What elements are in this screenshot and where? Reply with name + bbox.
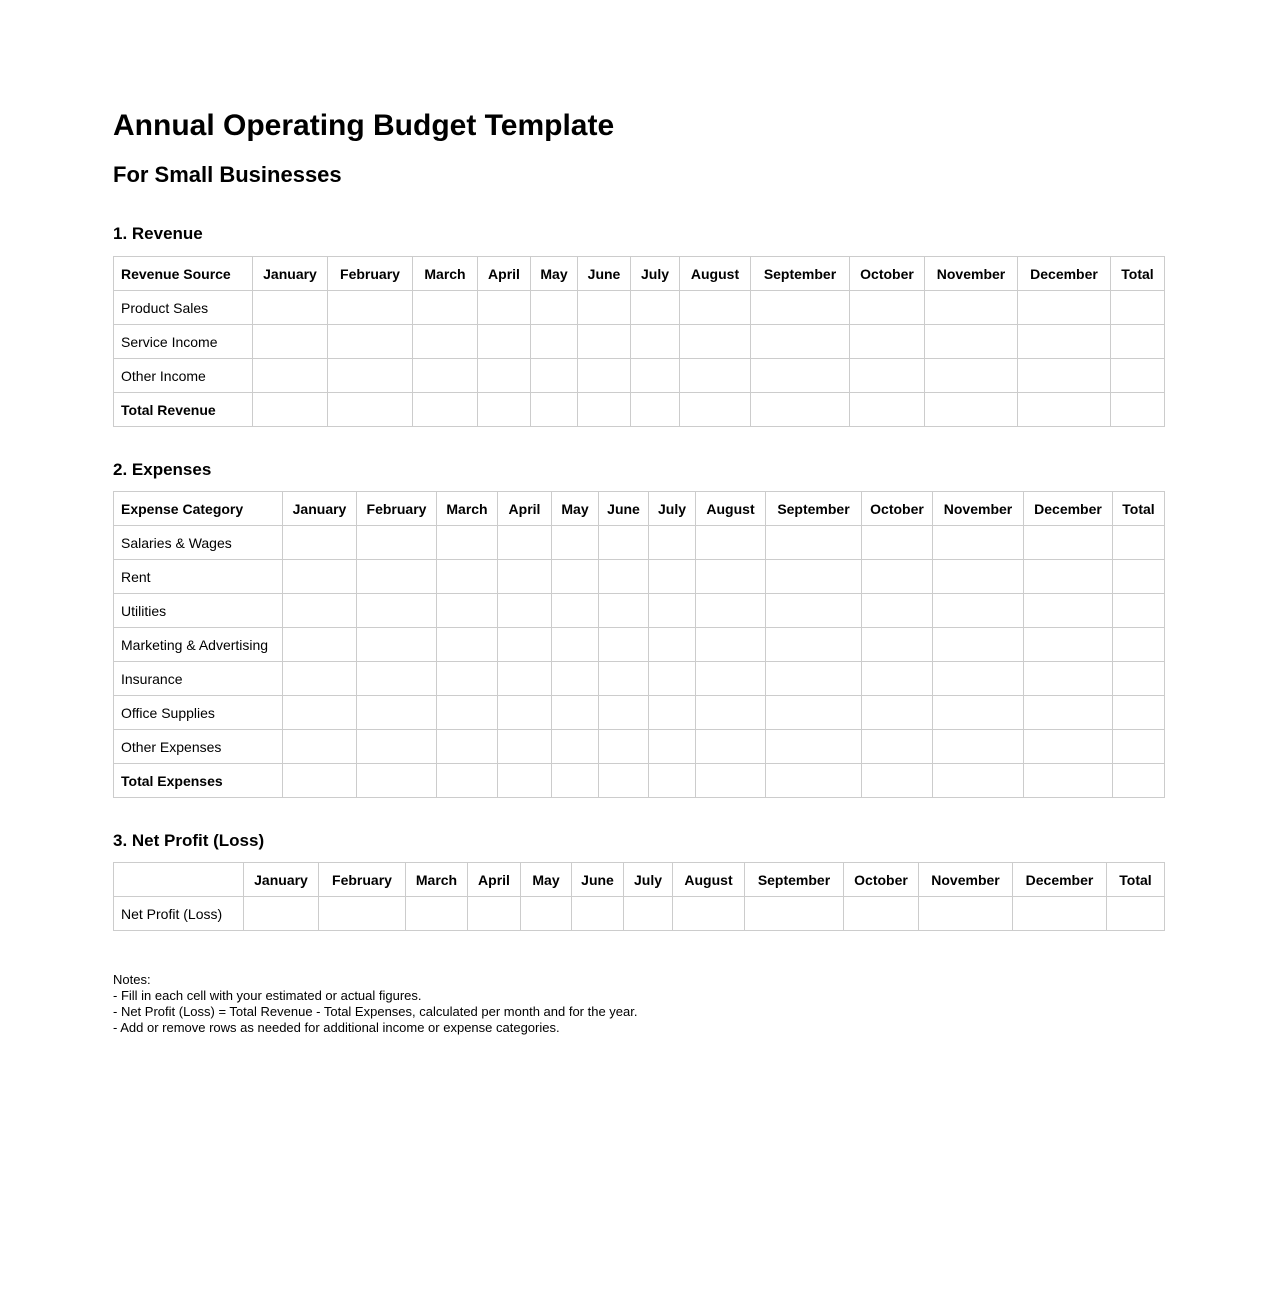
month-header-july: July (649, 492, 696, 526)
budget-cell[interactable] (680, 291, 751, 325)
budget-cell[interactable] (631, 359, 680, 393)
month-header-september: September (745, 863, 844, 897)
budget-cell[interactable] (468, 897, 521, 931)
budget-cell[interactable] (406, 897, 468, 931)
revenue-table (113, 256, 1165, 427)
budget-cell[interactable] (1111, 291, 1165, 325)
budget-cell[interactable] (437, 560, 498, 594)
budget-cell[interactable] (531, 325, 578, 359)
budget-cell[interactable] (1107, 897, 1165, 931)
budget-cell[interactable] (552, 560, 599, 594)
budget-cell[interactable] (437, 526, 498, 560)
table-row-total-revenue (114, 393, 1165, 427)
row-label-insurance: Insurance (114, 662, 283, 696)
budget-cell[interactable] (599, 594, 649, 628)
row-label-salaries-wages: Salaries & Wages (114, 526, 283, 560)
table-row-rent (114, 560, 1165, 594)
budget-cell[interactable] (357, 628, 437, 662)
budget-cell[interactable] (862, 662, 933, 696)
budget-cell[interactable] (850, 359, 925, 393)
row-label-rent: Rent (114, 560, 283, 594)
month-header-october: October (862, 492, 933, 526)
budget-cell[interactable] (862, 764, 933, 798)
budget-cell[interactable] (552, 526, 599, 560)
budget-cell[interactable] (357, 764, 437, 798)
budget-cell[interactable] (531, 393, 578, 427)
budget-cell[interactable] (437, 764, 498, 798)
budget-cell[interactable] (357, 594, 437, 628)
budget-cell[interactable] (498, 560, 552, 594)
budget-cell[interactable] (745, 897, 844, 931)
budget-cell[interactable] (283, 628, 357, 662)
budget-cell[interactable] (1018, 291, 1111, 325)
table-row-net-profit (114, 897, 1165, 931)
month-header-april: April (498, 492, 552, 526)
budget-cell[interactable] (1013, 897, 1107, 931)
budget-cell[interactable] (283, 526, 357, 560)
budget-cell[interactable] (751, 291, 850, 325)
table-row-marketing-advertising (114, 628, 1165, 662)
expenses-table (113, 491, 1165, 798)
budget-cell[interactable] (319, 897, 406, 931)
budget-cell[interactable] (498, 764, 552, 798)
budget-cell[interactable] (649, 560, 696, 594)
budget-cell[interactable] (552, 662, 599, 696)
month-header-october: October (850, 257, 925, 291)
budget-cell[interactable] (478, 393, 531, 427)
budget-cell[interactable] (498, 594, 552, 628)
section-heading-net-profit: 3. Net Profit (Loss) (113, 831, 265, 850)
budget-cell[interactable] (696, 730, 766, 764)
budget-cell[interactable] (766, 730, 862, 764)
budget-cell[interactable] (1113, 628, 1165, 662)
row-label-utilities: Utilities (114, 594, 283, 628)
budget-cell[interactable] (253, 291, 328, 325)
budget-cell[interactable] (478, 291, 531, 325)
section-heading-expenses: 2. Expenses (113, 460, 212, 479)
budget-cell[interactable] (599, 628, 649, 662)
month-header-september: September (751, 257, 850, 291)
budget-cell[interactable] (696, 628, 766, 662)
budget-cell[interactable] (552, 730, 599, 764)
budget-cell[interactable] (862, 526, 933, 560)
budget-cell[interactable] (1024, 594, 1113, 628)
month-header-november: November (925, 257, 1018, 291)
budget-cell[interactable] (498, 696, 552, 730)
budget-cell[interactable] (649, 594, 696, 628)
budget-cell[interactable] (244, 897, 319, 931)
budget-cell[interactable] (933, 662, 1024, 696)
month-header-july: July (624, 863, 673, 897)
budget-cell[interactable] (1111, 359, 1165, 393)
budget-cell[interactable] (1024, 628, 1113, 662)
budget-cell[interactable] (283, 730, 357, 764)
month-header-december: December (1018, 257, 1111, 291)
budget-cell[interactable] (478, 359, 531, 393)
budget-cell[interactable] (578, 393, 631, 427)
budget-cell[interactable] (552, 594, 599, 628)
table-row-total-expenses (114, 764, 1165, 798)
budget-cell[interactable] (413, 393, 478, 427)
budget-cell[interactable] (925, 359, 1018, 393)
budget-cell[interactable] (1113, 696, 1165, 730)
table-row-office-supplies (114, 696, 1165, 730)
budget-cell[interactable] (862, 594, 933, 628)
budget-cell[interactable] (498, 526, 552, 560)
budget-cell[interactable] (357, 662, 437, 696)
month-header-february: February (357, 492, 437, 526)
notes-heading: Notes: (113, 972, 151, 987)
budget-cell[interactable] (844, 897, 919, 931)
month-header-august: August (680, 257, 751, 291)
month-header-january: January (283, 492, 357, 526)
budget-cell[interactable] (1018, 325, 1111, 359)
budget-cell[interactable] (552, 696, 599, 730)
budget-cell[interactable] (766, 662, 862, 696)
budget-cell[interactable] (357, 526, 437, 560)
budget-cell[interactable] (1111, 393, 1165, 427)
month-header-june: June (578, 257, 631, 291)
budget-cell[interactable] (933, 594, 1024, 628)
budget-cell[interactable] (498, 662, 552, 696)
budget-cell[interactable] (578, 291, 631, 325)
budget-cell[interactable] (649, 628, 696, 662)
budget-cell[interactable] (696, 526, 766, 560)
budget-cell[interactable] (766, 594, 862, 628)
budget-cell[interactable] (1024, 696, 1113, 730)
budget-cell[interactable] (850, 393, 925, 427)
budget-cell[interactable] (437, 696, 498, 730)
budget-cell[interactable] (1113, 526, 1165, 560)
empty-corner-header (114, 863, 244, 897)
budget-cell[interactable] (696, 594, 766, 628)
budget-cell[interactable] (552, 628, 599, 662)
budget-cell[interactable] (766, 560, 862, 594)
budget-cell[interactable] (1113, 662, 1165, 696)
row-label-other-income: Other Income (114, 359, 253, 393)
budget-cell[interactable] (357, 560, 437, 594)
budget-cell[interactable] (357, 730, 437, 764)
expense-category-header: Expense Category (114, 492, 283, 526)
budget-cell[interactable] (862, 730, 933, 764)
budget-cell[interactable] (437, 730, 498, 764)
budget-cell[interactable] (599, 764, 649, 798)
budget-cell[interactable] (253, 393, 328, 427)
budget-cell[interactable] (673, 897, 745, 931)
budget-cell[interactable] (680, 359, 751, 393)
month-header-february: February (319, 863, 406, 897)
table-row-salaries-wages (114, 526, 1165, 560)
budget-cell[interactable] (253, 359, 328, 393)
row-label-total-revenue: Total Revenue (114, 393, 253, 427)
page-title: Annual Operating Budget Template (113, 109, 615, 142)
budget-cell[interactable] (498, 730, 552, 764)
month-header-february: February (328, 257, 413, 291)
total-column-header: Total (1111, 257, 1165, 291)
budget-cell[interactable] (919, 897, 1013, 931)
budget-cell[interactable] (1018, 393, 1111, 427)
table-row-insurance (114, 662, 1165, 696)
month-header-april: April (468, 863, 521, 897)
budget-cell[interactable] (925, 325, 1018, 359)
budget-cell[interactable] (766, 696, 862, 730)
table-row-service-income (114, 325, 1165, 359)
budget-cell[interactable] (531, 359, 578, 393)
budget-cell[interactable] (283, 662, 357, 696)
budget-cell[interactable] (850, 291, 925, 325)
budget-cell[interactable] (283, 696, 357, 730)
budget-cell[interactable] (933, 560, 1024, 594)
table-row-utilities (114, 594, 1165, 628)
budget-cell[interactable] (1113, 764, 1165, 798)
budget-cell[interactable] (1024, 662, 1113, 696)
budget-cell[interactable] (624, 897, 673, 931)
budget-cell[interactable] (933, 526, 1024, 560)
net-profit-table (113, 862, 1165, 931)
budget-cell[interactable] (1113, 560, 1165, 594)
budget-cell[interactable] (862, 560, 933, 594)
budget-cell[interactable] (1018, 359, 1111, 393)
budget-cell[interactable] (1024, 730, 1113, 764)
total-column-header: Total (1113, 492, 1165, 526)
budget-cell[interactable] (599, 662, 649, 696)
notes (113, 972, 1164, 1036)
budget-cell[interactable] (578, 325, 631, 359)
total-column-header: Total (1107, 863, 1165, 897)
budget-cell[interactable] (599, 696, 649, 730)
budget-cell[interactable] (696, 764, 766, 798)
month-header-april: April (478, 257, 531, 291)
budget-cell[interactable] (413, 359, 478, 393)
budget-cell[interactable] (933, 628, 1024, 662)
net-profit-header-row (114, 863, 1165, 897)
budget-cell[interactable] (696, 662, 766, 696)
note-line: - Net Profit (Loss) = Total Revenue - Total Expenses, calculated per month and for the year. (113, 1004, 638, 1019)
budget-cell[interactable] (478, 325, 531, 359)
note-line: - Add or remove rows as needed for additional income or expense categories. (113, 1020, 560, 1035)
budget-cell[interactable] (552, 764, 599, 798)
row-label-other-expenses: Other Expenses (114, 730, 283, 764)
row-label-total-expenses: Total Expenses (114, 764, 283, 798)
budget-cell[interactable] (437, 662, 498, 696)
budget-cell[interactable] (357, 696, 437, 730)
budget-cell[interactable] (599, 526, 649, 560)
row-label-net-profit: Net Profit (Loss) (114, 897, 244, 931)
page-subtitle: For Small Businesses (113, 162, 342, 187)
budget-cell[interactable] (531, 291, 578, 325)
budget-cell[interactable] (751, 359, 850, 393)
budget-cell[interactable] (649, 764, 696, 798)
budget-cell[interactable] (696, 696, 766, 730)
month-header-january: January (244, 863, 319, 897)
budget-cell[interactable] (649, 662, 696, 696)
budget-cell[interactable] (1024, 560, 1113, 594)
budget-cell[interactable] (680, 393, 751, 427)
month-header-may: May (552, 492, 599, 526)
row-label-office-supplies: Office Supplies (114, 696, 283, 730)
month-header-march: March (437, 492, 498, 526)
budget-cell[interactable] (283, 560, 357, 594)
budget-cell[interactable] (766, 628, 862, 662)
row-label-marketing-advertising: Marketing & Advertising (114, 628, 283, 662)
month-header-november: November (933, 492, 1024, 526)
budget-cell[interactable] (925, 291, 1018, 325)
month-header-may: May (521, 863, 572, 897)
budget-cell[interactable] (328, 393, 413, 427)
month-header-december: December (1024, 492, 1113, 526)
budget-cell[interactable] (1113, 594, 1165, 628)
month-header-march: March (413, 257, 478, 291)
note-line: - Fill in each cell with your estimated or actual figures. (113, 988, 422, 1003)
budget-cell[interactable] (1113, 730, 1165, 764)
budget-cell[interactable] (862, 696, 933, 730)
budget-cell[interactable] (1024, 526, 1113, 560)
table-row-other-income (114, 359, 1165, 393)
budget-cell[interactable] (850, 325, 925, 359)
budget-cell[interactable] (862, 628, 933, 662)
budget-cell[interactable] (437, 594, 498, 628)
budget-cell[interactable] (413, 325, 478, 359)
month-header-august: August (696, 492, 766, 526)
budget-cell[interactable] (578, 359, 631, 393)
month-header-december: December (1013, 863, 1107, 897)
budget-cell[interactable] (498, 628, 552, 662)
budget-cell[interactable] (1111, 325, 1165, 359)
month-header-july: July (631, 257, 680, 291)
budget-cell[interactable] (766, 764, 862, 798)
month-header-may: May (531, 257, 578, 291)
row-label-service-income: Service Income (114, 325, 253, 359)
budget-cell[interactable] (437, 628, 498, 662)
month-header-january: January (253, 257, 328, 291)
budget-cell[interactable] (599, 730, 649, 764)
budget-cell[interactable] (751, 393, 850, 427)
budget-cell[interactable] (680, 325, 751, 359)
table-row-other-expenses (114, 730, 1165, 764)
budget-cell[interactable] (328, 325, 413, 359)
row-label-product-sales: Product Sales (114, 291, 253, 325)
budget-cell[interactable] (696, 560, 766, 594)
budget-cell[interactable] (572, 897, 624, 931)
month-header-november: November (919, 863, 1013, 897)
revenue-header-row (114, 257, 1165, 291)
revenue-source-header: Revenue Source (114, 257, 253, 291)
budget-cell[interactable] (283, 594, 357, 628)
budget-cell[interactable] (933, 764, 1024, 798)
budget-cell[interactable] (933, 730, 1024, 764)
budget-cell[interactable] (599, 560, 649, 594)
budget-cell[interactable] (649, 696, 696, 730)
table-row-product-sales (114, 291, 1165, 325)
budget-cell[interactable] (649, 730, 696, 764)
month-header-march: March (406, 863, 468, 897)
budget-cell[interactable] (766, 526, 862, 560)
budget-cell[interactable] (283, 764, 357, 798)
budget-cell[interactable] (925, 393, 1018, 427)
budget-cell[interactable] (631, 291, 680, 325)
expenses-header-row (114, 492, 1165, 526)
month-header-june: June (572, 863, 624, 897)
budget-cell[interactable] (328, 291, 413, 325)
budget-cell[interactable] (649, 526, 696, 560)
budget-cell[interactable] (631, 325, 680, 359)
budget-cell[interactable] (328, 359, 413, 393)
budget-cell[interactable] (1024, 764, 1113, 798)
budget-cell[interactable] (253, 325, 328, 359)
budget-cell[interactable] (751, 325, 850, 359)
month-header-august: August (673, 863, 745, 897)
budget-cell[interactable] (413, 291, 478, 325)
section-heading-revenue: 1. Revenue (113, 224, 203, 243)
month-header-september: September (766, 492, 862, 526)
month-header-june: June (599, 492, 649, 526)
budget-cell[interactable] (521, 897, 572, 931)
budget-cell[interactable] (631, 393, 680, 427)
budget-cell[interactable] (933, 696, 1024, 730)
month-header-october: October (844, 863, 919, 897)
